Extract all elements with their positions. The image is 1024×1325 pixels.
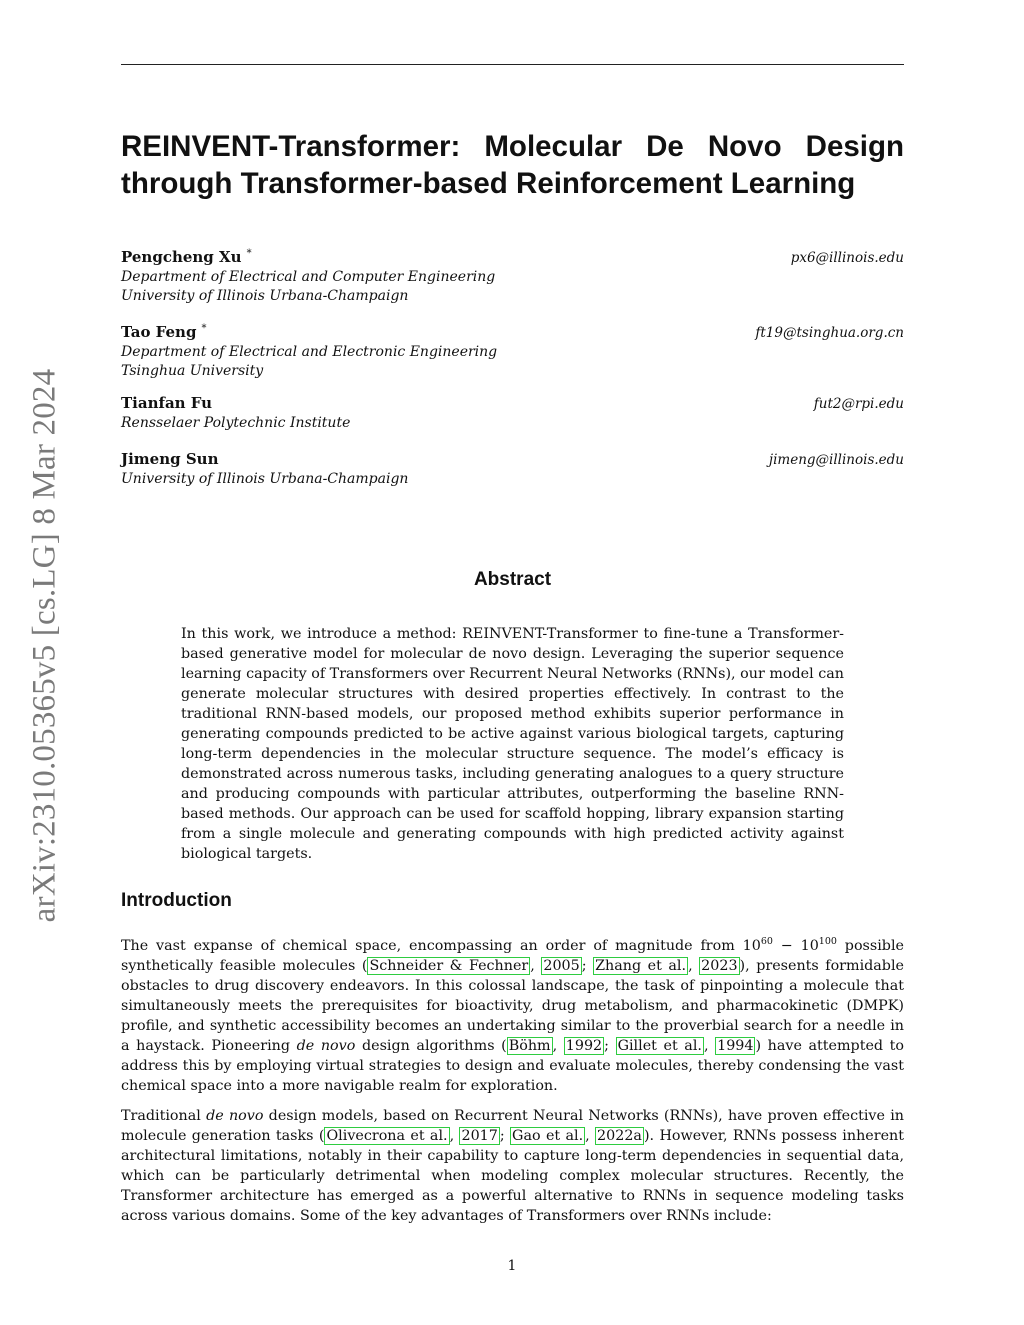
author-name: Pengcheng Xu * — [121, 248, 252, 266]
paper-title — [121, 128, 904, 202]
header-rule — [121, 64, 904, 65]
page-number: 1 — [507, 1258, 517, 1274]
arxiv-stamp-text: arXiv:2310.05365v5 [cs.LG] 8 Mar 2024 — [26, 368, 63, 922]
author-affiliation: Department of Electrical and Computer Engineering — [121, 269, 496, 285]
citation-link[interactable]: 2023 — [701, 958, 738, 974]
author-affiliation: University of Illinois Urbana-Champaign — [121, 288, 409, 304]
author-affiliation: University of Illinois Urbana-Champaign — [121, 471, 409, 487]
citation-link[interactable]: Olivecrona et al. — [326, 1128, 448, 1144]
citation-link[interactable]: 2005 — [543, 958, 580, 974]
intro-paragraph-2: Traditional de novo design models, based on Recurrent Neural Networks (RNNs), have proven effective in molecule generation tasks ( Olivecrona et al. , 2017 ; Gao et al. , 2022a ). However, RNNs possess inherent architectural limitations, notably in their capability to capture long-term dependencies in sequential data, which can be particularly detrimental when modeling complex molecular structures. Recently, the Transformer architecture has emerged as a powerful alternative to RNNs in sequence modeling tasks across various domains. Some of the key advantages of Transformers over RNNs include: — [121, 1108, 904, 1224]
citation-link[interactable]: 1992 — [565, 1038, 603, 1054]
author-block-1 — [121, 244, 904, 306]
intro-paragraph-1: The vast expanse of chemical space, encompassing an order of magnitude from $10^{60} - 10^{100}$ possible synthetically feasible molecules ( Schneider & Fechner , 2005 ; Zhang et al. , 2023 ), presents formidable obstacles to drug discovery endeavors. In this colossal landscape, the task of pinpointing a molecule that simultaneously meets the prerequisites for bioactivity, drug metabolism, and pharmacokinetic (DMPK) profile, and synthetic accessibility becomes an undertaking similar to the proverbial search for a needle in a haystack. Pioneering de novo design algorithms ( Böhm , 1992 ; Gillet et al. , 1994 ) have attempted to address this by employing virtual strategies to design and evaluate molecules, thereby condensing the vast chemical space into a more navigable realm for exploration. — [121, 936, 905, 1094]
citation-link[interactable]: 2022a — [597, 1128, 642, 1144]
arxiv-stamp — [20, 355, 70, 935]
author-name: Tianfan Fu — [121, 394, 213, 412]
author-email[interactable]: ft19@tsinghua.org.cn — [755, 325, 904, 341]
citation-link[interactable]: Gillet et al. — [617, 1038, 702, 1054]
citation-link[interactable]: Böhm — [508, 1038, 551, 1054]
citation-link[interactable]: Zhang et al. — [595, 958, 687, 974]
title-line-2: through Transformer-based Reinforcement Learning — [121, 167, 856, 200]
author-email[interactable]: px6@illinois.edu — [790, 250, 904, 266]
abstract-text: In this work, we introduce a method: REINVENT-Transformer to fine-tune a Transformer-based generative model for molecular de novo design. Leveraging the superior sequence learning capacity of Transformers over Recurrent Neural Networks (RNNs), our model can generate molecular structures with desired properties effectively. In contrast to the traditional RNN-based models, our proposed method exhibits superior performance in generating compounds predicted to be active against various biological targets, capturing long-term dependencies in the molecular structure sequence. The model’s efficacy is demonstrated across numerous tasks, including generating analogues to a query structure and producing compounds with particular attributes, outperforming the baseline RNN-based methods. Our approach can be used for scaffold hopping, library expansion starting from a single molecule and generating compounds with high predicted activity against biological targets. — [181, 626, 844, 862]
author-email[interactable]: jimeng@illinois.edu — [768, 452, 904, 468]
citation-link[interactable]: 1994 — [717, 1038, 754, 1054]
author-block-4 — [121, 450, 904, 489]
citation-link[interactable]: 2017 — [461, 1128, 498, 1144]
citation-link[interactable]: Gao et al. — [512, 1128, 584, 1144]
author-affiliation: Department of Electrical and Electronic Engineering — [121, 344, 498, 360]
author-affiliation: Tsinghua University — [121, 363, 264, 379]
author-name: Tao Feng * — [121, 323, 207, 341]
citation-link[interactable]: Schneider & Fechner — [369, 958, 529, 974]
author-email[interactable]: fut2@rpi.edu — [813, 396, 904, 412]
introduction-heading: Introduction — [121, 890, 232, 911]
author-affiliation: Rensselaer Polytechnic Institute — [121, 415, 351, 431]
author-name: Jimeng Sun — [121, 450, 219, 468]
title-line-1: REINVENT-Transformer: Molecular De Novo Design — [121, 130, 904, 163]
author-block-2 — [121, 319, 904, 381]
abstract-heading: Abstract — [473, 569, 552, 590]
author-block-3 — [121, 394, 904, 433]
